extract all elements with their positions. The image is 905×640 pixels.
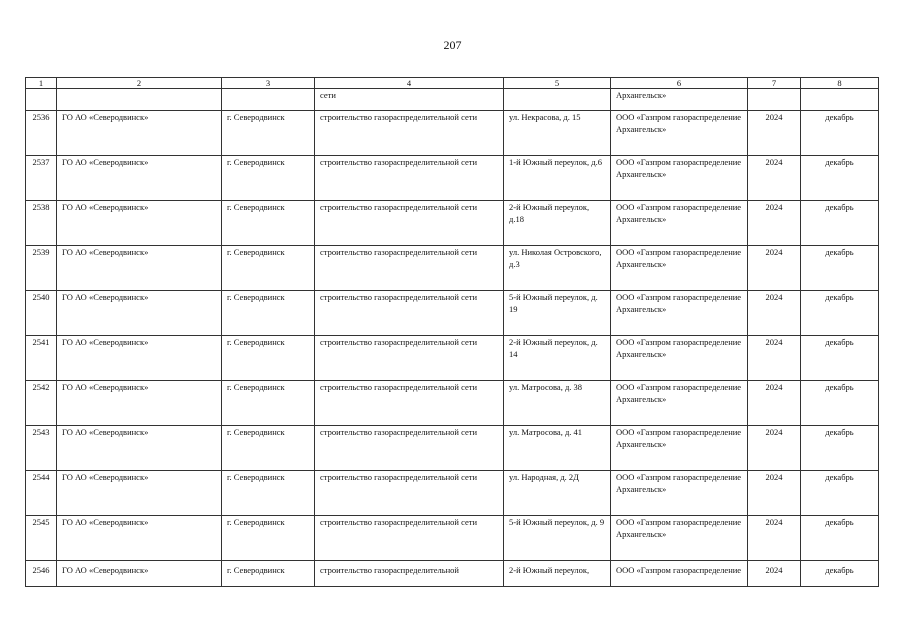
cell-address: 5-й Южный переулок, д. 9 (504, 516, 611, 561)
cell-num: 2543 (26, 426, 57, 471)
cell-municipality: ГО АО «Северодвинск» (57, 516, 222, 561)
cell-month: декабрь (801, 246, 879, 291)
cell-settlement: г. Северодвинск (222, 516, 315, 561)
cell-work: строительство газораспределительной сети (315, 516, 504, 561)
cell-year: 2024 (748, 336, 801, 381)
column-header: 4 (315, 78, 504, 89)
cell-operator: ООО «Газпром газораспределение Архангельск» (611, 471, 748, 516)
cell-operator: ООО «Газпром газораспределение Архангельск» (611, 201, 748, 246)
cell-month: декабрь (801, 156, 879, 201)
cell-work: сети (315, 89, 504, 111)
cell-month: декабрь (801, 471, 879, 516)
cell-work: строительство газораспределительной сети (315, 111, 504, 156)
column-header: 1 (26, 78, 57, 89)
cell-work: строительство газораспределительной сети (315, 291, 504, 336)
cell-settlement: г. Северодвинск (222, 381, 315, 426)
cell-year: 2024 (748, 381, 801, 426)
cell-month: декабрь (801, 291, 879, 336)
cell-address: ул. Некрасова, д. 15 (504, 111, 611, 156)
cell-settlement: г. Северодвинск (222, 426, 315, 471)
continuation-row (26, 89, 879, 111)
cell-settlement: г. Северодвинск (222, 111, 315, 156)
cell-address: ул. Николая Островского, д.3 (504, 246, 611, 291)
cell-year: 2024 (748, 201, 801, 246)
table-row (26, 516, 879, 561)
cell-num: 2545 (26, 516, 57, 561)
cell-settlement: г. Северодвинск (222, 246, 315, 291)
table-row (26, 426, 879, 471)
cell-month: декабрь (801, 561, 879, 587)
table-row (26, 381, 879, 426)
cell-municipality: ГО АО «Северодвинск» (57, 156, 222, 201)
cell-municipality: ГО АО «Северодвинск» (57, 561, 222, 587)
cell-month: декабрь (801, 336, 879, 381)
cell-operator: ООО «Газпром газораспределение Архангельск» (611, 516, 748, 561)
column-header: 7 (748, 78, 801, 89)
cell-settlement (222, 89, 315, 111)
table-row (26, 246, 879, 291)
cell-settlement: г. Северодвинск (222, 561, 315, 587)
cell-municipality: ГО АО «Северодвинск» (57, 111, 222, 156)
cell-year: 2024 (748, 156, 801, 201)
cell-work: строительство газораспределительной (315, 561, 504, 587)
cell-settlement: г. Северодвинск (222, 336, 315, 381)
cell-settlement: г. Северодвинск (222, 471, 315, 516)
cell-work: строительство газораспределительной сети (315, 156, 504, 201)
cell-address: ул. Матросова, д. 41 (504, 426, 611, 471)
cell-num: 2544 (26, 471, 57, 516)
column-header: 6 (611, 78, 748, 89)
cell-num: 2539 (26, 246, 57, 291)
cell-address: ул. Матросова, д. 38 (504, 381, 611, 426)
table-row (26, 111, 879, 156)
table-row (26, 291, 879, 336)
cell-municipality: ГО АО «Северодвинск» (57, 291, 222, 336)
cell-settlement: г. Северодвинск (222, 156, 315, 201)
cell-address: ул. Народная, д. 2Д (504, 471, 611, 516)
table-row (26, 201, 879, 246)
cell-work: строительство газораспределительной сети (315, 426, 504, 471)
cell-year: 2024 (748, 471, 801, 516)
cell-year: 2024 (748, 111, 801, 156)
cell-operator: ООО «Газпром газораспределение (611, 561, 748, 587)
cell-num (26, 89, 57, 111)
cell-month: декабрь (801, 516, 879, 561)
cell-operator: ООО «Газпром газораспределение Архангельск» (611, 336, 748, 381)
cell-address: 2-й Южный переулок, д.18 (504, 201, 611, 246)
cell-operator: ООО «Газпром газораспределение Архангельск» (611, 111, 748, 156)
column-header: 8 (801, 78, 879, 89)
cell-municipality: ГО АО «Северодвинск» (57, 381, 222, 426)
cell-num: 2536 (26, 111, 57, 156)
cell-settlement: г. Северодвинск (222, 291, 315, 336)
cell-operator: ООО «Газпром газораспределение Архангельск» (611, 156, 748, 201)
cell-work: строительство газораспределительной сети (315, 471, 504, 516)
cell-year: 2024 (748, 561, 801, 587)
cell-address: 2-й Южный переулок, (504, 561, 611, 587)
cell-num: 2546 (26, 561, 57, 587)
cell-year (748, 89, 801, 111)
cell-operator: ООО «Газпром газораспределение Архангельск» (611, 291, 748, 336)
column-header: 5 (504, 78, 611, 89)
cell-address: 1-й Южный переулок, д.6 (504, 156, 611, 201)
table-row (26, 336, 879, 381)
cell-year: 2024 (748, 291, 801, 336)
cell-settlement: г. Северодвинск (222, 201, 315, 246)
cell-num: 2542 (26, 381, 57, 426)
cell-operator: ООО «Газпром газораспределение Архангельск» (611, 246, 748, 291)
cell-num: 2538 (26, 201, 57, 246)
cell-municipality: ГО АО «Северодвинск» (57, 426, 222, 471)
cell-work: строительство газораспределительной сети (315, 381, 504, 426)
cell-year: 2024 (748, 426, 801, 471)
cell-operator: Архангельск» (611, 89, 748, 111)
table-row (26, 561, 879, 587)
cell-address: 2-й Южный переулок, д. 14 (504, 336, 611, 381)
cell-num: 2537 (26, 156, 57, 201)
table-row (26, 471, 879, 516)
cell-month (801, 89, 879, 111)
cell-num: 2541 (26, 336, 57, 381)
cell-municipality: ГО АО «Северодвинск» (57, 201, 222, 246)
cell-operator: ООО «Газпром газораспределение Архангельск» (611, 426, 748, 471)
cell-month: декабрь (801, 201, 879, 246)
cell-year: 2024 (748, 516, 801, 561)
column-number-row (26, 78, 879, 89)
cell-address: 5-й Южный переулок, д. 19 (504, 291, 611, 336)
cell-work: строительство газораспределительной сети (315, 201, 504, 246)
cell-operator: ООО «Газпром газораспределение Архангельск» (611, 381, 748, 426)
gasification-schedule-table (25, 77, 879, 587)
cell-municipality: ГО АО «Северодвинск» (57, 336, 222, 381)
cell-year: 2024 (748, 246, 801, 291)
cell-month: декабрь (801, 381, 879, 426)
page-number: 207 (443, 38, 462, 52)
cell-work: строительство газораспределительной сети (315, 246, 504, 291)
cell-month: декабрь (801, 426, 879, 471)
cell-work: строительство газораспределительной сети (315, 336, 504, 381)
column-header: 2 (57, 78, 222, 89)
cell-municipality: ГО АО «Северодвинск» (57, 471, 222, 516)
cell-municipality: ГО АО «Северодвинск» (57, 246, 222, 291)
cell-municipality (57, 89, 222, 111)
cell-num: 2540 (26, 291, 57, 336)
table-row (26, 156, 879, 201)
column-header: 3 (222, 78, 315, 89)
cell-address (504, 89, 611, 111)
cell-month: декабрь (801, 111, 879, 156)
